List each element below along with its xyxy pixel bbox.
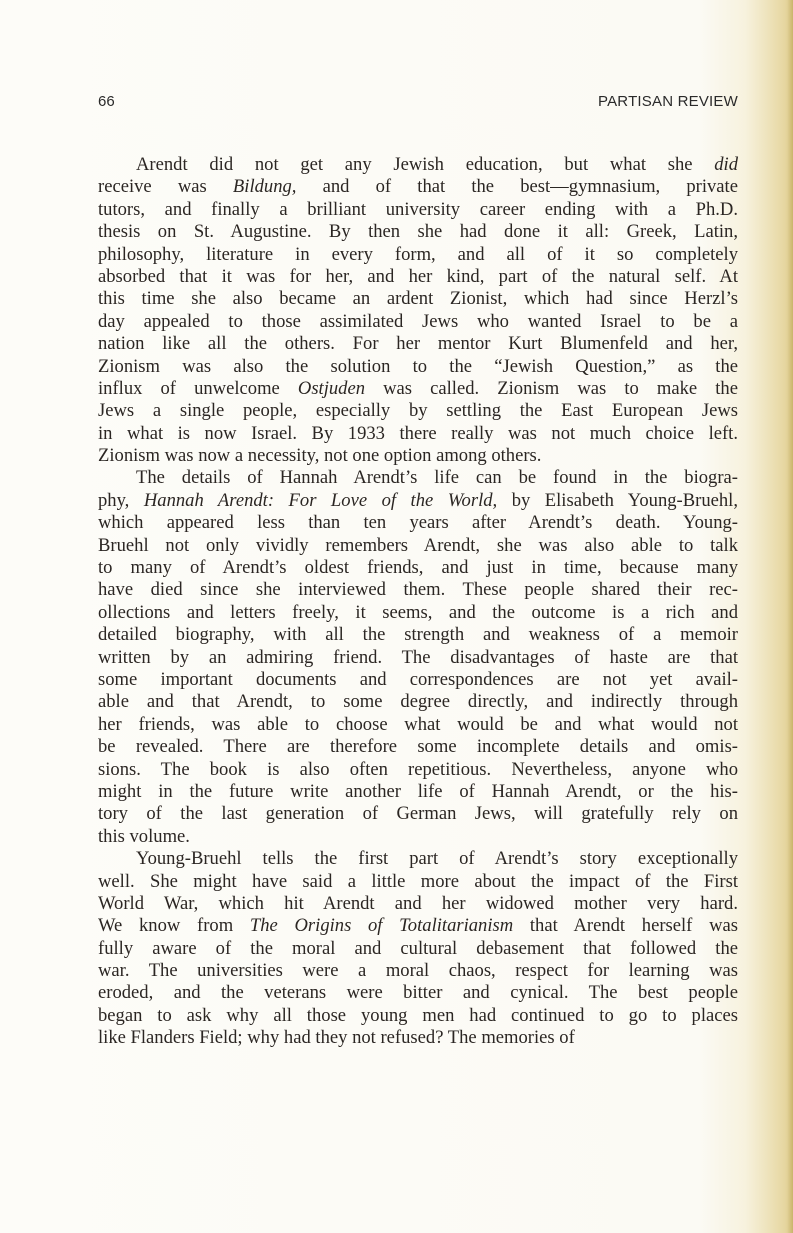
- running-head: PARTISAN REVIEW: [598, 93, 738, 110]
- text-line: [98, 781, 738, 803]
- text-segment: that Arendt herself was: [513, 915, 738, 937]
- text-line: [98, 176, 738, 198]
- text-line: [98, 579, 738, 601]
- text-line: [98, 602, 738, 624]
- text-segment: ollections and letters freely, it seems, and the outcome is a rich and: [98, 601, 738, 623]
- paragraph: [98, 848, 738, 1050]
- text-line: [98, 647, 738, 669]
- text-segment: day appealed to those assimilated Jews who wanted Israel to be a: [98, 310, 738, 332]
- text-segment: and of that the best—gymnasium, private: [296, 176, 738, 198]
- paragraph: [98, 467, 738, 848]
- text-segment: Arendt did not get any Jewish education, but what she: [136, 154, 715, 175]
- text-segment: World War, which hit Arendt and her widowed mother very hard.: [98, 892, 738, 914]
- text-segment: sions. The book is also often repetitious. Nevertheless, anyone who: [98, 758, 738, 780]
- italic-text: did: [714, 154, 738, 175]
- text-line: [98, 356, 738, 378]
- text-segment: like Flanders Field; why had they not refused? The memories of: [98, 1027, 575, 1049]
- text-segment: to many of Arendt’s oldest friends, and just in time, because many: [98, 557, 738, 579]
- text-segment: which appeared less than ten years after Arendt’s death. Young-: [98, 512, 738, 534]
- text-line: [98, 1005, 738, 1027]
- text-line: [98, 938, 738, 960]
- text-segment: We know from: [98, 915, 250, 937]
- text-line: [98, 423, 738, 445]
- text-line: [98, 624, 738, 646]
- text-line: [98, 960, 738, 982]
- text-line: [98, 803, 738, 825]
- text-line: [98, 311, 738, 333]
- text-line: [98, 826, 738, 848]
- text-line: [98, 535, 738, 557]
- text-segment: might in the future write another life of Hannah Arendt, or the his-: [98, 780, 738, 802]
- text-line: [98, 154, 738, 176]
- text-segment: absorbed that it was for her, and her kind, part of the natural self. At: [98, 265, 738, 287]
- text-segment: written by an admiring friend. The disadvantages of haste are that: [98, 646, 738, 668]
- text-segment: influx of unwelcome: [98, 377, 298, 399]
- italic-text: Bildung,: [232, 176, 297, 198]
- page-number: 66: [98, 93, 115, 110]
- text-segment: this time she also became an ardent Zionist, which had since Herzl’s: [98, 288, 738, 310]
- text-line: [98, 557, 738, 579]
- article-body: [98, 154, 738, 1050]
- text-segment: Zionism was now a necessity, not one option among others.: [98, 445, 542, 467]
- text-segment: able and that Arendt, to some degree directly, and indirectly through: [98, 691, 738, 713]
- text-segment: fully aware of the moral and cultural debasement that followed the: [98, 937, 738, 959]
- page-header: [98, 93, 738, 113]
- text-line: [98, 512, 738, 534]
- text-line: [98, 244, 738, 266]
- text-segment: her friends, was able to choose what would be and what would not: [98, 713, 738, 735]
- text-segment: Young-Bruehl tells the first part of Arendt’s story exceptionally: [136, 848, 738, 870]
- italic-text: The Origins of Totalitarianism: [249, 915, 514, 937]
- text-segment: Zionism was also the solution to the “Jewish Question,” as the: [98, 355, 738, 377]
- text-line: [98, 736, 738, 758]
- text-line: [98, 669, 738, 691]
- text-line: [98, 848, 738, 870]
- text-segment: be revealed. There are therefore some incomplete details and omis-: [98, 736, 738, 758]
- text-line: [98, 714, 738, 736]
- text-line: [98, 915, 738, 937]
- text-segment: tutors, and finally a brilliant university career ending with a Ph.D.: [98, 198, 738, 220]
- text-segment: war. The universities were a moral chaos, respect for learning was: [98, 960, 738, 982]
- text-line: [98, 759, 738, 781]
- text-segment: Bruehl not only vividly remembers Arendt, she was also able to talk: [98, 534, 738, 556]
- text-segment: some important documents and correspondences are not yet avail-: [98, 668, 738, 690]
- text-segment: phy,: [98, 489, 144, 511]
- text-segment: by Elisabeth Young-Bruehl,: [497, 489, 738, 511]
- text-line: [98, 467, 738, 489]
- page-edge: [787, 0, 793, 1233]
- text-segment: was called. Zionism was to make the: [365, 377, 738, 399]
- text-segment: receive was: [98, 176, 233, 198]
- text-line: [98, 333, 738, 355]
- text-segment: thesis on St. Augustine. By then she had done it all: Greek, Latin,: [98, 221, 738, 243]
- text-line: [98, 288, 738, 310]
- text-segment: have died since she interviewed them. These people shared their rec-: [98, 579, 738, 601]
- text-line: [98, 871, 738, 893]
- text-line: [98, 400, 738, 422]
- text-line: [98, 199, 738, 221]
- italic-text: Ostjuden: [297, 377, 366, 399]
- text-segment: nation like all the others. For her mentor Kurt Blumenfeld and her,: [98, 333, 738, 355]
- text-segment: Jews a single people, especially by settling the East European Jews: [98, 400, 738, 422]
- text-line: [98, 445, 738, 467]
- text-line: [98, 266, 738, 288]
- text-line: [98, 221, 738, 243]
- text-line: [98, 893, 738, 915]
- text-segment: this volume.: [98, 825, 190, 847]
- text-line: [98, 982, 738, 1004]
- text-segment: The details of Hannah Arendt’s life can be found in the biogra-: [136, 467, 738, 489]
- text-line: [98, 490, 738, 512]
- paragraph: [98, 154, 738, 467]
- text-segment: philosophy, literature in every form, and all of it so completely: [98, 243, 738, 265]
- text-line: [98, 1027, 738, 1049]
- text-segment: well. She might have said a little more about the impact of the First: [98, 870, 738, 892]
- text-line: [98, 691, 738, 713]
- italic-text: Hannah Arendt: For Love of the World,: [143, 489, 498, 511]
- text-line: [98, 378, 738, 400]
- text-segment: tory of the last generation of German Jews, will gratefully rely on: [98, 803, 738, 825]
- text-segment: began to ask why all those young men had continued to go to places: [98, 1004, 738, 1026]
- text-segment: in what is now Israel. By 1933 there really was not much choice left.: [98, 422, 738, 444]
- text-segment: eroded, and the veterans were bitter and cynical. The best people: [98, 982, 738, 1004]
- text-segment: detailed biography, with all the strength and weakness of a memoir: [98, 624, 738, 646]
